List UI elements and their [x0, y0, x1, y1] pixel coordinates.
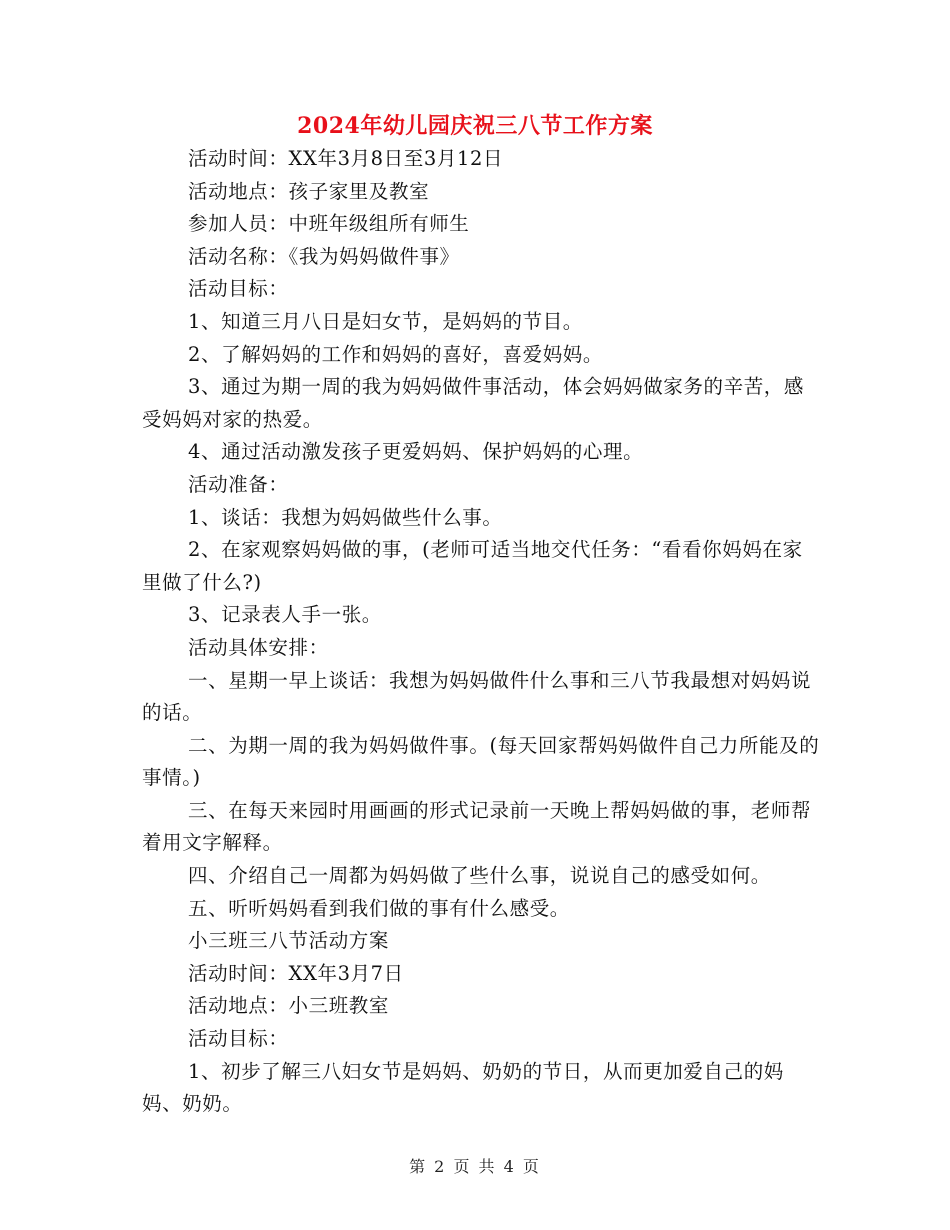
- paragraph: 活动目标：: [188, 1027, 289, 1051]
- paragraph: 2、在家观察妈妈做的事，(老师可适当地交代任务：“看看你妈妈在家里做了什么?): [142, 538, 803, 594]
- paragraph: 活动准备：: [188, 472, 289, 496]
- paragraph: 小三班三八节活动方案: [188, 929, 390, 953]
- paragraph: 活动目标：: [188, 277, 289, 301]
- page-number-footer: 第 2 页 共 4 页: [409, 1157, 541, 1176]
- paragraph: 活动地点：小三班教室: [188, 994, 390, 1018]
- paragraph: 活动地点：孩子家里及教室: [188, 179, 430, 203]
- paragraph: 五、听听妈妈看到我们做的事有什么感受。: [188, 896, 570, 920]
- paragraph: 活动时间：XX年3月7日: [188, 961, 404, 985]
- paragraph: 活动名称：《我为妈妈做件事》: [188, 244, 460, 268]
- paragraph: 3、通过为期一周的我为妈妈做件事活动，体会妈妈做家务的辛苦，感受妈妈对家的热爱。: [142, 375, 805, 431]
- paragraph: 四、介绍自己一周都为妈妈做了些什么事，说说自己的感受如何。: [188, 864, 771, 888]
- paragraph: 1、谈话：我想为妈妈做些什么事。: [188, 505, 503, 529]
- paragraph: 4、通过活动激发孩子更爱妈妈、保护妈妈的心理。: [188, 440, 644, 464]
- document-body: [142, 143, 822, 1121]
- paragraph: 参加人员：中班年级组所有师生: [188, 212, 470, 236]
- paragraph: 二、为期一周的我为妈妈做件事。(每天回家帮妈妈做件自己力所能及的事情。): [142, 733, 820, 790]
- paragraph: 活动时间：XX年3月8日至3月12日: [188, 147, 504, 170]
- paragraph: 1、初步了解三八妇女节是妈妈、奶奶的节日，从而更加爱自己的妈妈、奶奶。: [142, 1059, 784, 1116]
- paragraph: 1、知道三月八日是妇女节，是妈妈的节目。: [188, 309, 583, 333]
- paragraph: 2、了解妈妈的工作和妈妈的喜好，喜爱妈妈。: [188, 342, 604, 366]
- document-title: 2024年幼儿园庆祝三八节工作方案: [297, 113, 653, 139]
- paragraph: 一、星期一早上谈话：我想为妈妈做件什么事和三八节我最想对妈妈说的话。: [142, 668, 812, 725]
- paragraph: 活动具体安排：: [188, 635, 329, 659]
- paragraph: 3、记录表人手一张。: [188, 603, 382, 627]
- paragraph: 三、在每天来园时用画画的形式记录前一天晚上帮妈妈做的事，老师帮着用文字解释。: [142, 798, 812, 855]
